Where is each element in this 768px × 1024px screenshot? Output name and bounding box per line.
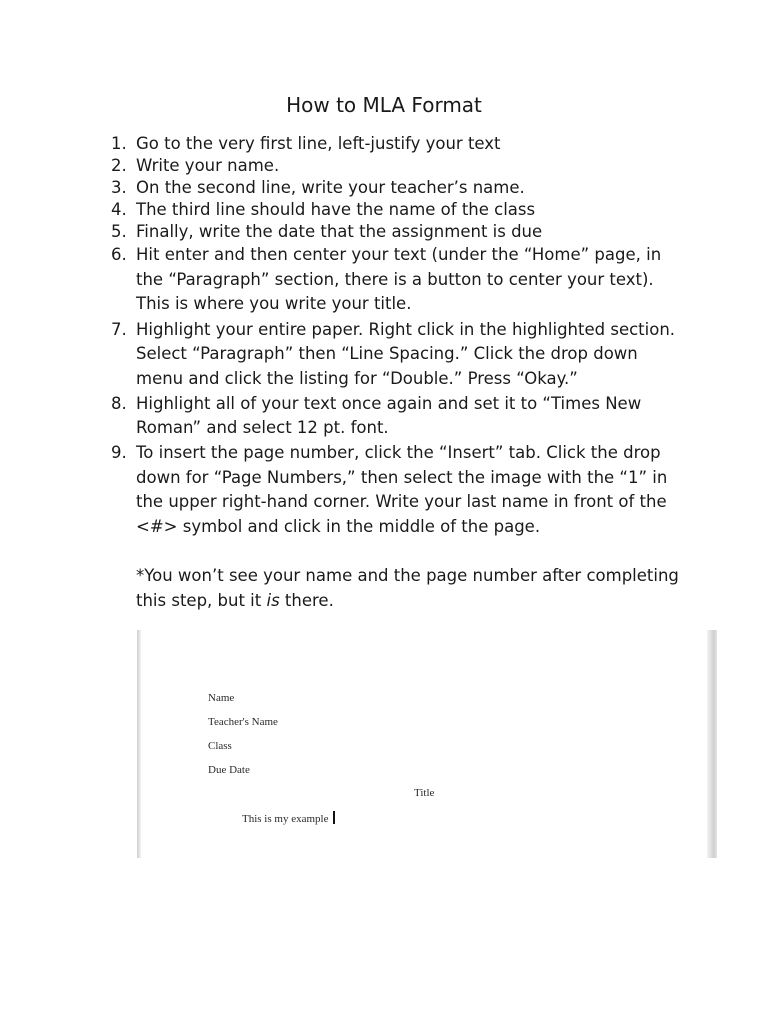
list-item: [111, 221, 686, 243]
step-text: Highlight your entire paper. Right click in the highlighted section. Select “Paragraph” then “Line Spacing.” Click the drop down menu and click the listing for “Double.” Press “Okay.”: [136, 319, 676, 388]
page-shadow-right: [707, 630, 717, 858]
text-cursor: [333, 811, 335, 824]
note-after: there.: [279, 590, 334, 610]
step-number: 1.: [111, 134, 127, 153]
note-text: [136, 564, 686, 613]
step-number: 5.: [111, 222, 127, 242]
example-teacher-line: Teacher's Name: [208, 716, 278, 728]
step-number: 4.: [111, 200, 127, 220]
example-class-line: Class: [208, 740, 232, 752]
example-name-line: Name: [208, 692, 235, 704]
example-document-screenshot: [137, 630, 717, 858]
list-item: [111, 199, 686, 221]
step-text: On the second line, write your teacher’s name.: [136, 178, 525, 198]
example-body-text: This is my example: [242, 813, 329, 825]
list-item: [111, 441, 686, 539]
step-number: 7.: [111, 319, 127, 339]
step-number: 3.: [111, 178, 127, 198]
step-text: Hit enter and then center your text (under the “Home” page, in the “Paragraph” section, there is a button to center your text). This is where you write your title.: [136, 245, 662, 314]
example-body-line: [242, 811, 335, 825]
list-item: [111, 392, 686, 441]
list-item: [111, 177, 686, 199]
step-text: Go to the very first line, left-justify your text: [136, 134, 501, 153]
step-text: Highlight all of your text once again and set it to “Times New Roman” and select 12 pt. font.: [136, 393, 642, 438]
page-shadow-left: [137, 630, 141, 858]
step-text: To insert the page number, click the “Insert” tab. Click the drop down for “Page Numbers,” then select the image with the “1” in the upper right-hand corner. Write your last name in front of the <#> symbol and click in the middle of the page.: [136, 443, 668, 536]
list-item: [111, 318, 686, 392]
step-number: 2.: [111, 156, 127, 176]
list-item: [111, 155, 686, 177]
example-title-line: Title: [414, 787, 435, 799]
step-number: 9.: [111, 443, 127, 463]
note-before: *You won’t see your name and the page number after completing this step, but it: [136, 566, 679, 610]
step-text: The third line should have the name of the class: [136, 200, 536, 220]
step-text: Write your name.: [136, 156, 280, 176]
list-item: [111, 133, 686, 155]
page-title: How to MLA Format: [286, 93, 482, 117]
example-due-date-line: Due Date: [208, 764, 250, 776]
step-number: 8.: [111, 393, 127, 413]
instruction-list: [111, 133, 686, 540]
note-emphasis: is: [266, 590, 280, 610]
step-number: 6.: [111, 245, 127, 265]
list-item: [111, 243, 686, 317]
step-text: Finally, write the date that the assignment is due: [136, 222, 543, 242]
